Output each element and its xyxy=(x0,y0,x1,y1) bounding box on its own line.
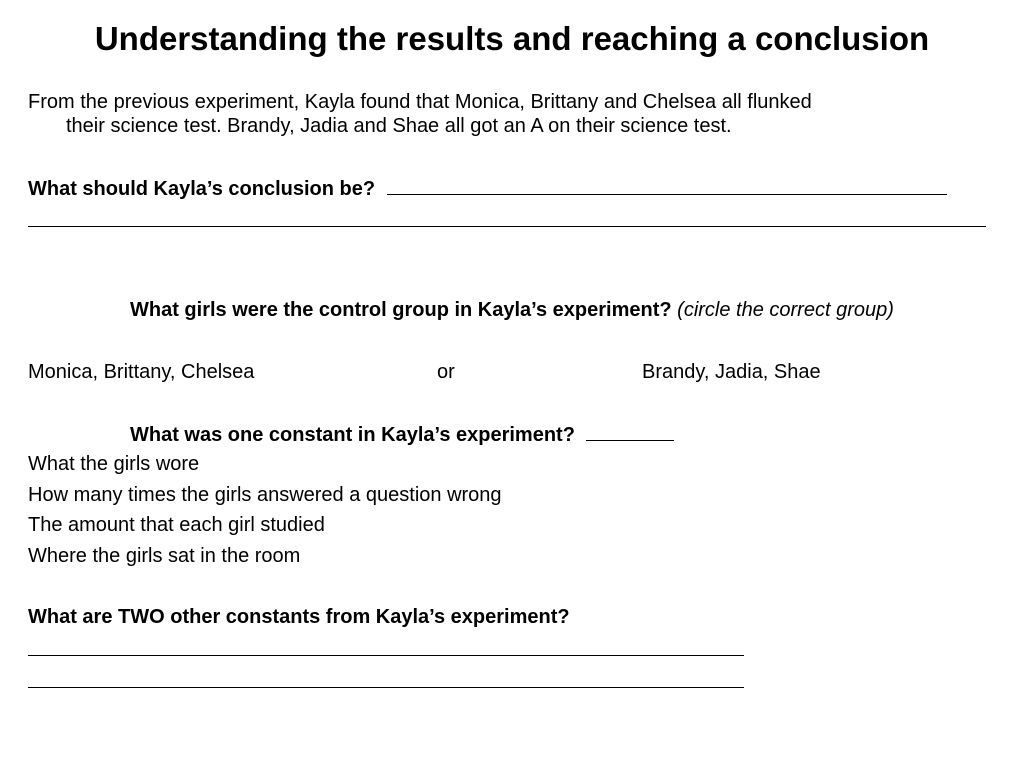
constant-choice-1[interactable]: What the girls wore xyxy=(28,453,200,475)
question-conclusion-label: What should Kayla’s conclusion be? xyxy=(28,178,376,200)
two-constants-answer-blank-1[interactable] xyxy=(28,655,744,656)
intro-text-line-1: From the previous experiment, Kayla found that Monica, Brittany and Chelsea all flunked xyxy=(28,91,812,113)
control-group-option-a[interactable]: Monica, Brittany, Chelsea xyxy=(28,361,255,383)
question-control-group xyxy=(130,298,894,322)
question-control-group-label: What girls were the control group in Kayla’s experiment? xyxy=(130,299,672,321)
control-group-or: or xyxy=(437,361,455,383)
two-constants-answer-blank-2[interactable] xyxy=(28,687,744,688)
constant-answer-blank[interactable] xyxy=(586,422,674,441)
constant-choice-3[interactable]: The amount that each girl studied xyxy=(28,514,325,536)
question-constant-label: What was one constant in Kayla’s experiment? xyxy=(130,424,575,446)
question-control-group-hint: (circle the correct group) xyxy=(677,299,894,321)
control-group-option-b[interactable]: Brandy, Jadia, Shae xyxy=(642,361,821,383)
conclusion-answer-blank-2[interactable] xyxy=(28,226,986,227)
conclusion-answer-blank-1[interactable] xyxy=(387,176,947,195)
constant-choice-2[interactable]: How many times the girls answered a question wrong xyxy=(28,484,502,506)
intro-text-line-2: their science test. Brandy, Jadia and Shae all got an A on their science test. xyxy=(66,115,732,137)
question-two-constants: What are TWO other constants from Kayla’s experiment? xyxy=(28,606,570,628)
constant-choice-4[interactable]: Where the girls sat in the room xyxy=(28,545,301,567)
question-constant xyxy=(130,422,674,447)
page-title: Understanding the results and reaching a conclusion xyxy=(94,20,930,57)
question-conclusion xyxy=(28,176,947,201)
